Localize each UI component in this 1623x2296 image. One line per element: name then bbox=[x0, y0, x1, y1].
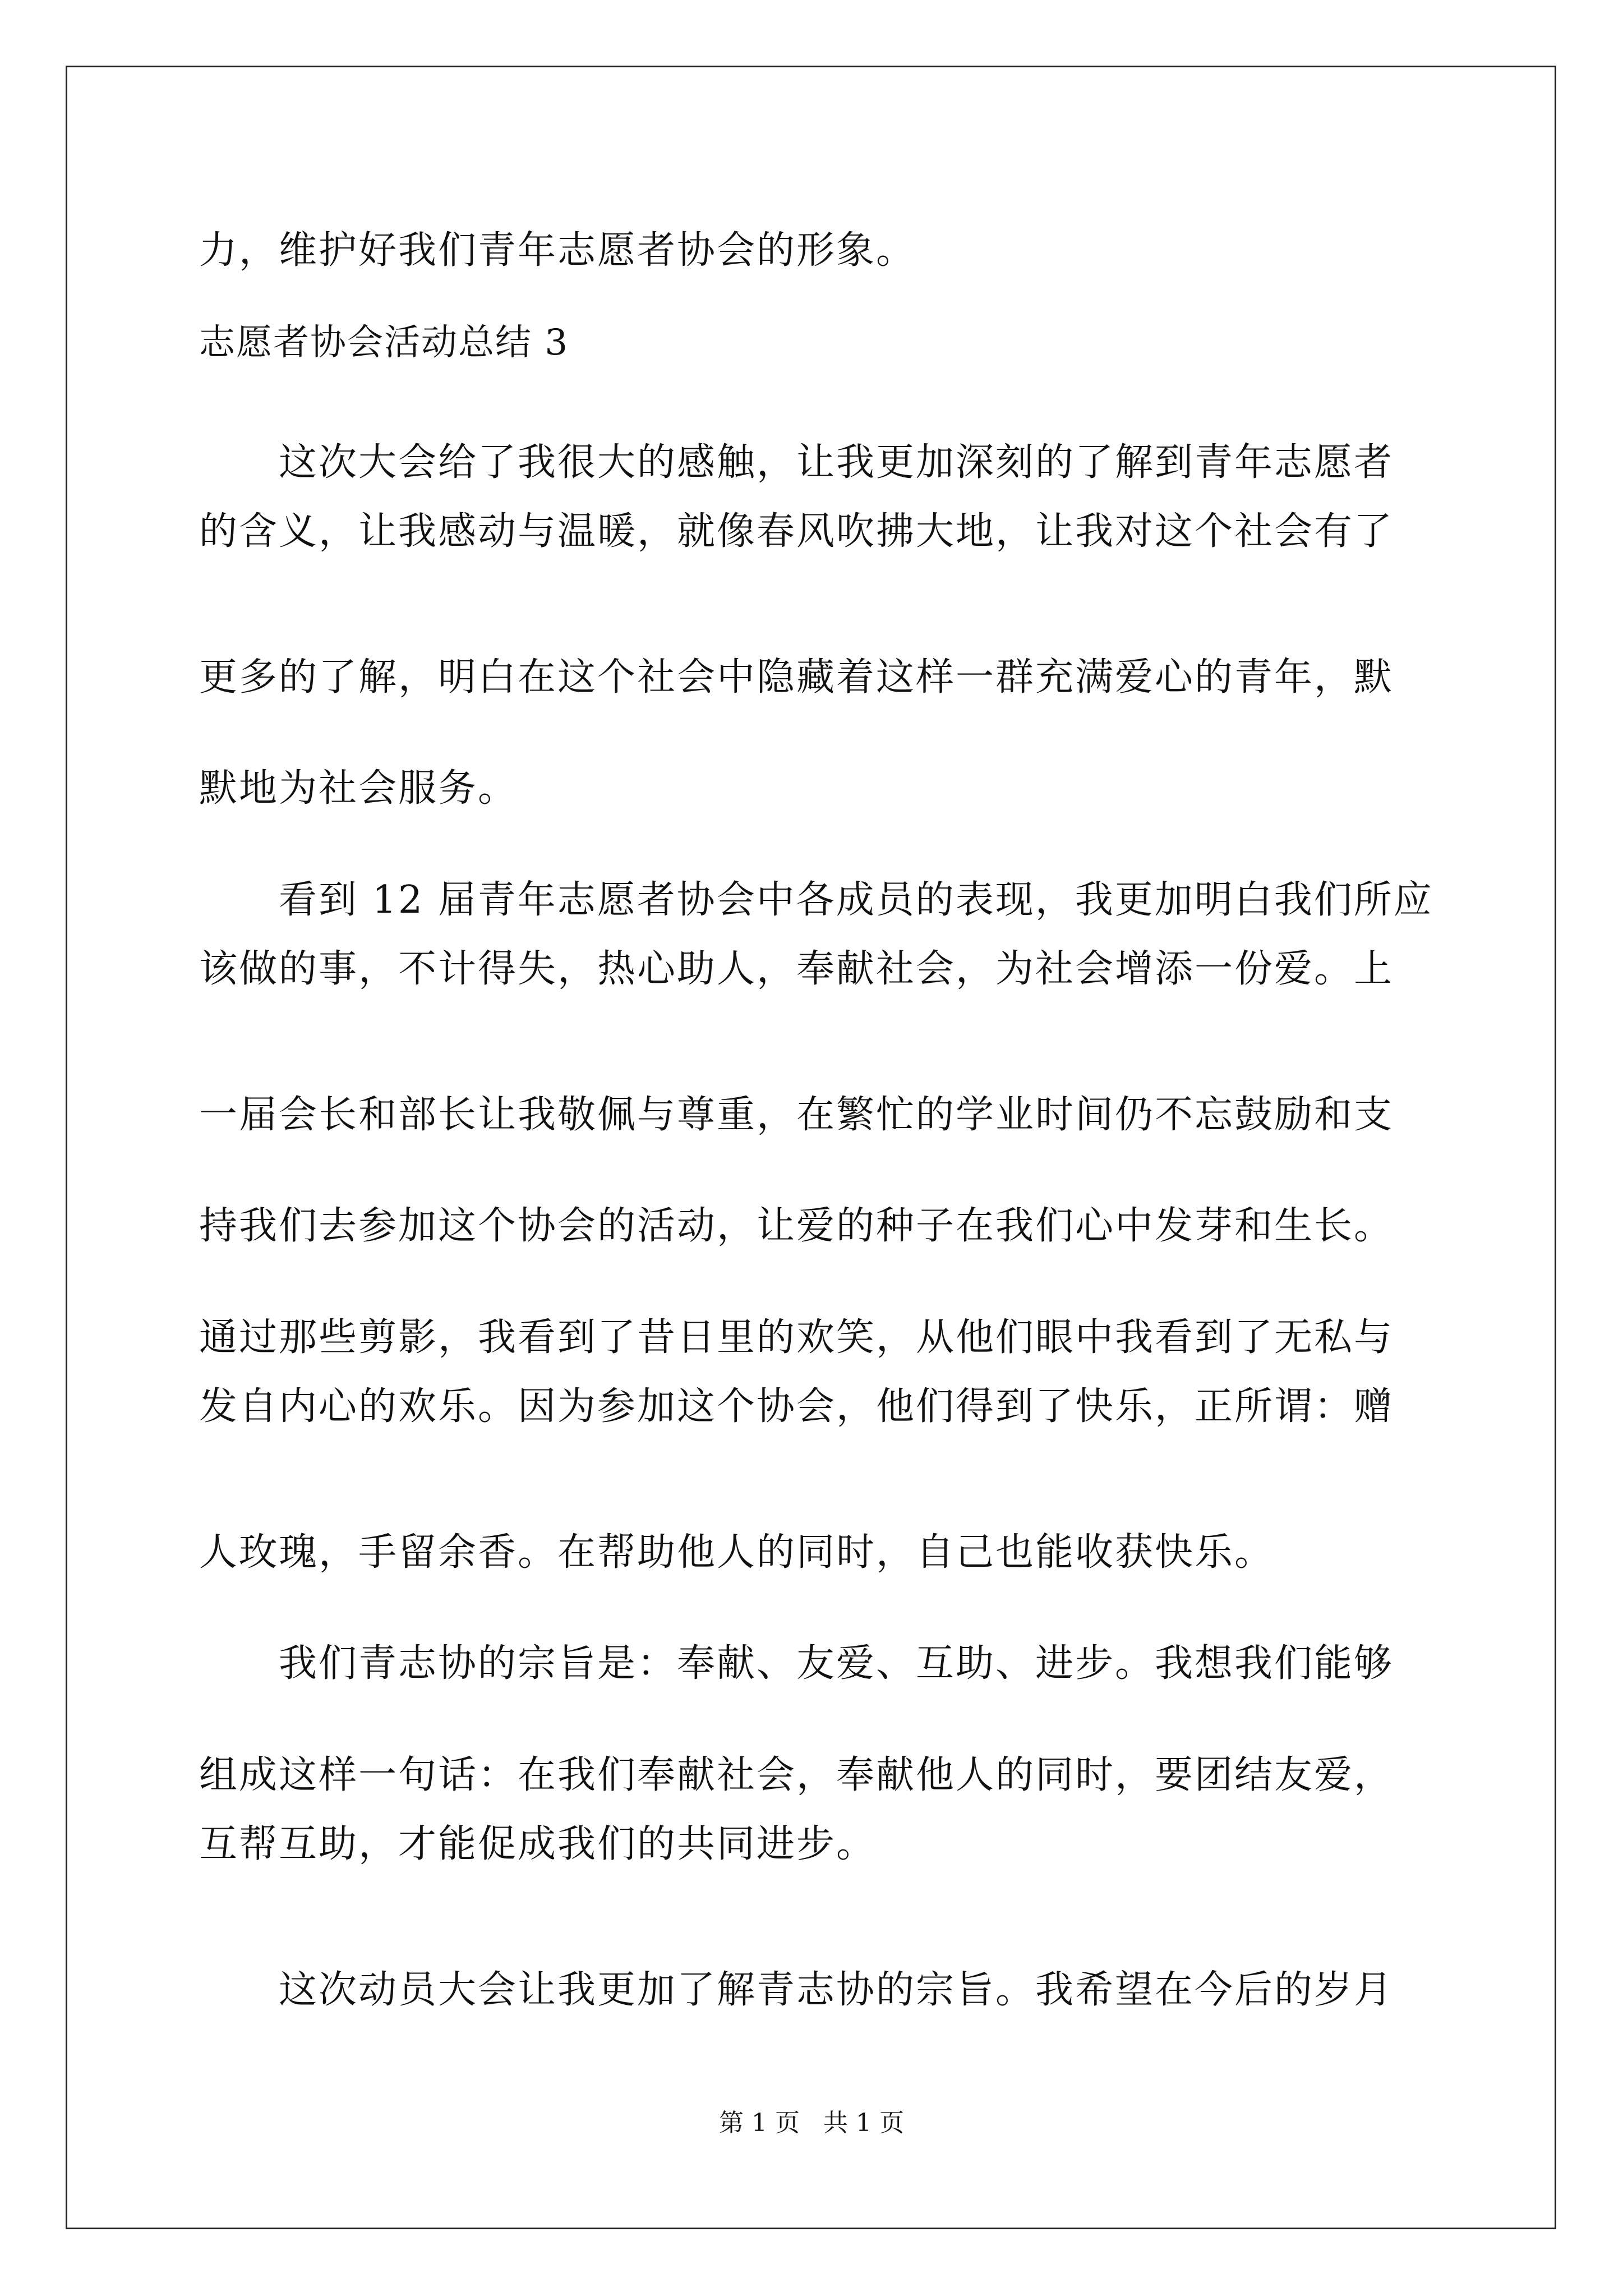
text-line: 发自内心的欢乐。因为参加这个协会，他们得到了快乐，正所谓：赠 bbox=[199, 1384, 1394, 1429]
text-line: 通过那些剪影，我看到了昔日里的欢笑，从他们眼中我看到了无私与 bbox=[199, 1315, 1394, 1360]
text-line: 组成这样一句话：在我们奉献社会，奉献他人的同时，要团结友爱， bbox=[199, 1753, 1394, 1797]
text-line: 该做的事，不计得失，热心助人，奉献社会，为社会增添一份爱。上 bbox=[199, 947, 1394, 991]
text-line: 这次动员大会让我更加了解青志协的宗旨。我希望在今后的岁月 bbox=[199, 1968, 1394, 2012]
text-line: 默地为社会服务。 bbox=[199, 766, 518, 811]
text-line: 一届会长和部长让我敬佩与尊重，在繁忙的学业时间仍不忘鼓励和支 bbox=[199, 1093, 1394, 1137]
text-line: 我们青志协的宗旨是：奉献、友爱、互助、进步。我想我们能够 bbox=[199, 1641, 1394, 1686]
text-line: 看到 12 届青年志愿者协会中各成员的表现，我更加明白我们所应 bbox=[199, 878, 1433, 922]
text-line: 持我们去参加这个协会的活动，让爱的种子在我们心中发芽和生长。 bbox=[199, 1204, 1394, 1248]
text-line: 的含义，让我感动与温暖，就像春风吹拂大地，让我对这个社会有了 bbox=[199, 509, 1394, 554]
text-line: 这次大会给了我很大的感触，让我更加深刻的了解到青年志愿者 bbox=[199, 440, 1394, 485]
page-footer bbox=[0, 2106, 1623, 2140]
section-heading: 志愿者协会活动总结 3 bbox=[199, 322, 569, 364]
page-number: 第 1 页 bbox=[719, 2109, 800, 2137]
text-line: 更多的了解，明白在这个社会中隐藏着这样一群充满爱心的青年，默 bbox=[199, 655, 1394, 700]
page-total: 共 1 页 bbox=[823, 2109, 904, 2137]
text-line: 人玫瑰，手留余香。在帮助他人的同时，自己也能收获快乐。 bbox=[199, 1530, 1275, 1575]
text-line: 力，维护好我们青年志愿者协会的形象。 bbox=[199, 228, 916, 273]
text-line: 互帮互助，才能促成我们的共同进步。 bbox=[199, 1822, 877, 1866]
page-border bbox=[66, 66, 1556, 2229]
